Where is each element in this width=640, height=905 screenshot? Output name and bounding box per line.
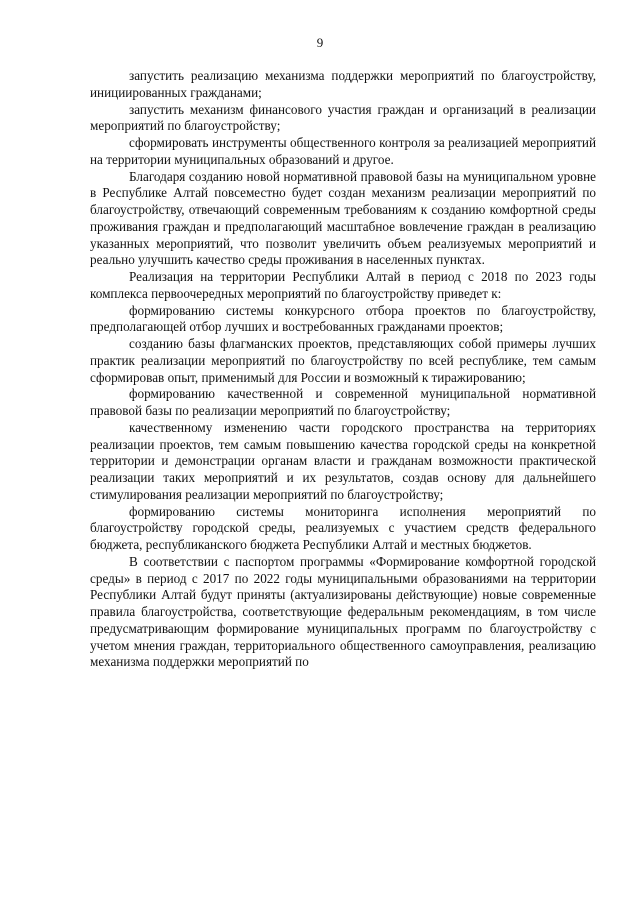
paragraph-2: запустить механизм финансового участия граждан и организаций в реализации мероприятий по благоустройству; (90, 101, 596, 134)
paragraph-10: формированию системы мониторинга исполнения мероприятий по благоустройству городской среды, реализуемых с участием средств федерального бюджета, республиканского бюджета Республики Алтай и местных бюджетов. (90, 503, 596, 552)
paragraph-9: качественному изменению части городского пространства на территориях реализации проектов, тем самым повышению качества городской среды на конкретной территории и демонстрации органам власти и гражданам возможности практической реализации таких мероприятий и их результатов, создав основу для дальнейшего стимулирования реализации мероприятий по благоустройству; (90, 419, 596, 502)
document-body (90, 68, 596, 671)
paragraph-1: запустить реализацию механизма поддержки мероприятий по благоустройству, инициированных гражданами; (90, 68, 596, 100)
paragraph-11: В соответствии с паспортом программы «Формирование комфортной городской среды» в период с 2017 по 2022 годы муниципальными образованиями на территории Республики Алтай будут приняты (актуализированы действующие) новые современные правила благоустройства, соответствующие федеральным рекомендациям, в том числе предусматривающим формирование муниципальных программ по благоустройству с учетом мнения граждан, территориального общественного самоуправления, реализацию механизма поддержки мероприятий по (90, 553, 596, 670)
paragraph-7: созданию базы флагманских проектов, представляющих собой примеры лучших практик реализации мероприятий по благоустройству по всей республике, тем самым сформировав опыт, применимый для России и возможный к тиражированию; (90, 336, 596, 385)
paragraph-8: формированию качественной и современной муниципальной нормативной правовой базы по реализации мероприятий по благоустройству; (90, 386, 596, 418)
paragraph-3: сформировать инструменты общественного контроля за реализацией мероприятий на территории муниципальных образований и другое. (90, 135, 596, 167)
paragraph-4: Благодаря созданию новой нормативной правовой базы на муниципальном уровне в Республике Алтай повсеместно будет создан механизм реализации мероприятий по благоустройству, отвечающий современным требованиям к созданию комфортной среды проживания граждан и предполагающий масштабное вовлечение граждан в реализацию указанных мероприятий, что позволит увеличить объем реализуемых мероприятий и реально улучшить качество среды проживания в населенных пунктах. (90, 168, 596, 268)
paragraph-5: Реализация на территории Республики Алтай в период с 2018 по 2023 годы комплекса первоочередных мероприятий по благоустройству приведет к: (90, 269, 596, 301)
page-number: 9 (316, 35, 324, 50)
paragraph-6: формированию системы конкурсного отбора проектов по благоустройству, предполагающей отбор лучших и востребованных гражданами проектов; (90, 302, 596, 335)
